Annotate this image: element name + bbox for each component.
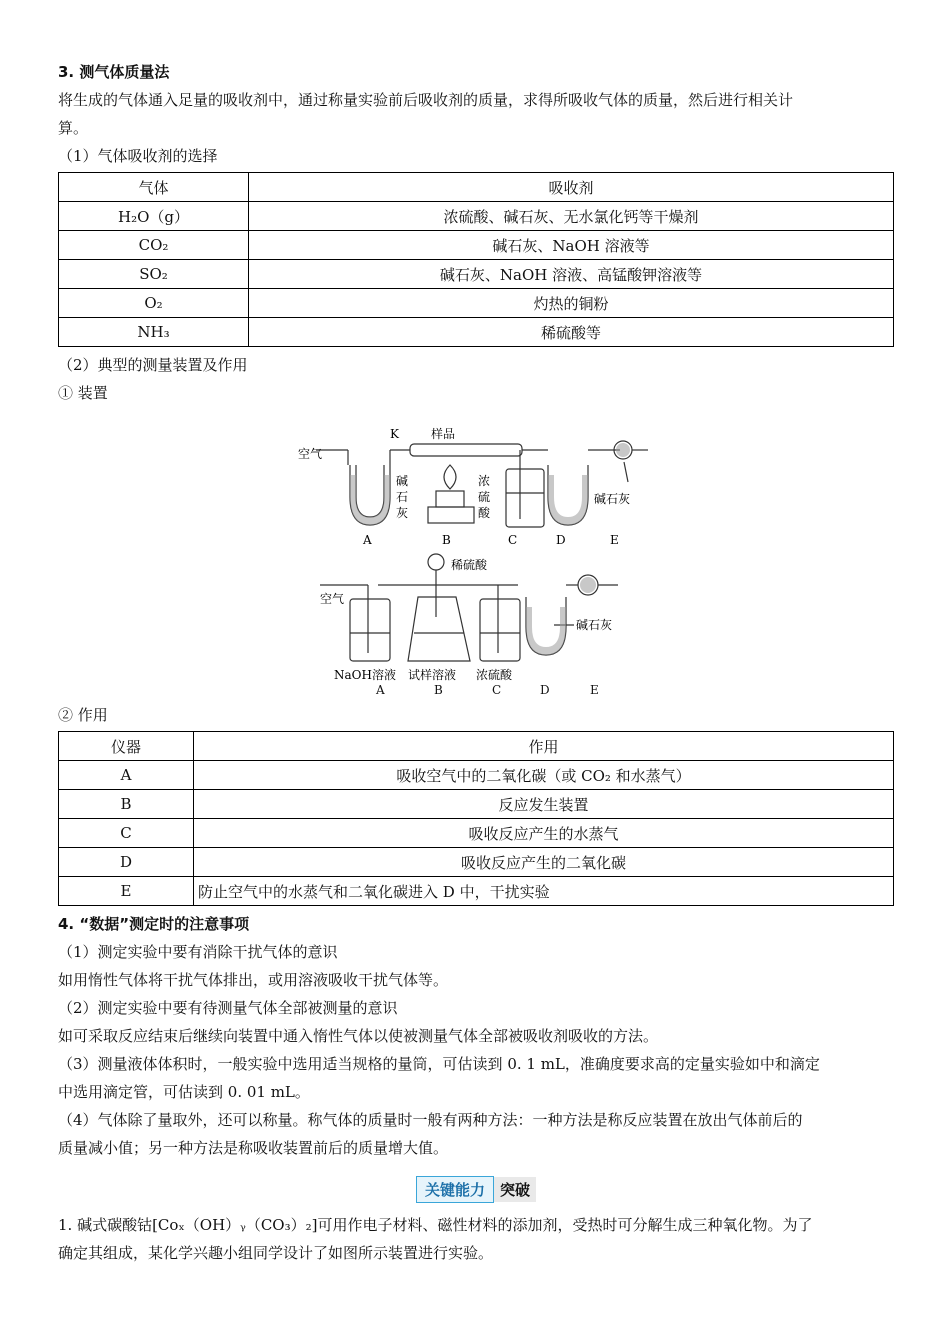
table-row <box>59 289 894 318</box>
table-header: 吸收剂 <box>249 173 894 202</box>
fig2-label-naoh: NaOH溶液 <box>334 668 396 682</box>
function-table <box>58 731 894 906</box>
table-row <box>59 202 894 231</box>
section-3-desc-line1: 将生成的气体通入足量的吸收剂中，通过称量实验前后吸收剂的质量，求得所吸收气体的质量，然后进行相关计 <box>58 91 794 109</box>
table-cell: H₂O（g） <box>59 202 249 231</box>
fig1-letter-e: E <box>610 533 619 547</box>
fig1-label-k: K <box>390 427 399 441</box>
fig1-label-nong-3: 酸 <box>478 506 491 520</box>
table-cell: 反应发生装置 <box>194 790 894 819</box>
table-cell: 吸收反应产生的水蒸气 <box>194 819 894 848</box>
table-row <box>59 848 894 877</box>
fig1-letter-a: A <box>363 533 372 547</box>
question-1-line1: 1. 碱式碳酸钴[Coₓ（OH）ᵧ（CO₃）₂]可用作电子材料、磁性材料的添加剂，受热时可分解生成三种氧化物。为了 <box>58 1216 813 1234</box>
fig2-letter-a: A <box>376 683 385 697</box>
subheading-absorbent: （1）气体吸收剂的选择 <box>58 147 218 165</box>
absorbent-table <box>58 172 894 347</box>
table-cell: 碱石灰、NaOH 溶液、高锰酸钾溶液等 <box>249 260 894 289</box>
table-cell: A <box>59 761 194 790</box>
fig2-letter-b: B <box>434 683 443 697</box>
fig2-letter-d: D <box>540 683 550 697</box>
key-ability-banner <box>58 1176 894 1203</box>
banner-text: 突破 <box>494 1177 536 1202</box>
table-cell: O₂ <box>59 289 249 318</box>
fig2-label-h2so4: 浓硫酸 <box>476 668 513 682</box>
fig1-label-nong-1: 浓 <box>478 474 491 488</box>
section-4-line: 质量减小值；另一种方法是称吸收装置前后的质量增大值。 <box>58 1139 449 1157</box>
fig2-label-air: 空气 <box>320 592 345 606</box>
table-row <box>59 877 894 906</box>
fig1-letter-b: B <box>442 533 451 547</box>
table-cell: 稀硫酸等 <box>249 318 894 347</box>
section-4-line: （2）测定实验中要有待测量气体全部被测量的意识 <box>58 999 398 1017</box>
section-4-line: 中选用滴定管，可估读到 0. 01 mL。 <box>58 1083 310 1101</box>
table-cell: D <box>59 848 194 877</box>
table-header: 气体 <box>59 173 249 202</box>
fig2-letter-e: E <box>590 683 599 697</box>
fig1-letter-d: D <box>556 533 566 547</box>
subheading-apparatus: （2）典型的测量装置及作用 <box>58 356 248 374</box>
table-cell: SO₂ <box>59 260 249 289</box>
table-cell: 吸收空气中的二氧化碳（或 CO₂ 和水蒸气） <box>194 761 894 790</box>
fig1-label-jianshihui: 碱石灰 <box>594 492 631 506</box>
table-cell: B <box>59 790 194 819</box>
table-row <box>59 819 894 848</box>
fig1-label-jian-1: 碱 <box>396 474 409 488</box>
section-4-title: 4. “数据”测定时的注意事项 <box>58 915 250 933</box>
page <box>58 58 894 1267</box>
fig2-letter-c: C <box>492 683 502 697</box>
question-1-line2: 确定其组成，某化学兴趣小组同学设计了如图所示装置进行实验。 <box>58 1244 494 1262</box>
section-4-line: 如用惰性气体将干扰气体排出，或用溶液吸收干扰气体等。 <box>58 971 449 989</box>
section-4-line: （4）气体除了量取外，还可以称量。称气体的质量时一般有两种方法：一种方法是称反应装置在放出气体前后的 <box>58 1111 803 1129</box>
table-row <box>59 231 894 260</box>
apparatus-diagram <box>58 407 894 687</box>
fig2-letters <box>58 683 894 701</box>
item-apparatus: ① 装置 <box>58 384 108 402</box>
section-3-desc-line2: 算。 <box>58 119 89 137</box>
table-row <box>59 260 894 289</box>
section-4-line: （3）测量液体体积时，一般实验中选用适当规格的量筒，可估读到 0. 1 mL，准确度要求高的定量实验如中和滴定 <box>58 1055 820 1073</box>
table-cell: 浓硫酸、碱石灰、无水氯化钙等干燥剂 <box>249 202 894 231</box>
table-cell: C <box>59 819 194 848</box>
fig1-label-air: 空气 <box>298 447 323 461</box>
table-row <box>59 761 894 790</box>
fig1-label-jian-3: 灰 <box>396 506 409 520</box>
table-cell: 碱石灰、NaOH 溶液等 <box>249 231 894 260</box>
fig2-label-sample-solution: 试样溶液 <box>408 668 457 682</box>
fig1-label-sample: 样品 <box>431 427 456 441</box>
item-function: ② 作用 <box>58 706 108 724</box>
fig2-label-jianshihui: 碱石灰 <box>576 618 613 632</box>
table-cell: 灼热的铜粉 <box>249 289 894 318</box>
banner-box-label: 关键能力 <box>416 1176 494 1203</box>
table-cell: E <box>59 877 194 906</box>
apparatus-figure <box>58 407 894 687</box>
section-3-title: 3. 测气体质量法 <box>58 63 170 81</box>
table-cell: CO₂ <box>59 231 249 260</box>
table-row <box>59 318 894 347</box>
table-cell: NH₃ <box>59 318 249 347</box>
fig1-letter-c: C <box>508 533 518 547</box>
table-cell: 防止空气中的水蒸气和二氧化碳进入 D 中，干扰实验 <box>194 877 894 906</box>
table-header: 仪器 <box>59 732 194 761</box>
fig2-label-acid: 稀硫酸 <box>451 558 488 572</box>
fig1-label-jian-2: 石 <box>396 490 409 504</box>
section-4-line: 如可采取反应结束后继续向装置中通入惰性气体以使被测量气体全部被吸收剂吸收的方法。 <box>58 1027 659 1045</box>
fig1-label-nong-2: 硫 <box>478 490 491 504</box>
section-4-line: （1）测定实验中要有消除干扰气体的意识 <box>58 943 338 961</box>
table-cell: 吸收反应产生的二氧化碳 <box>194 848 894 877</box>
table-header: 作用 <box>194 732 894 761</box>
table-row <box>59 790 894 819</box>
